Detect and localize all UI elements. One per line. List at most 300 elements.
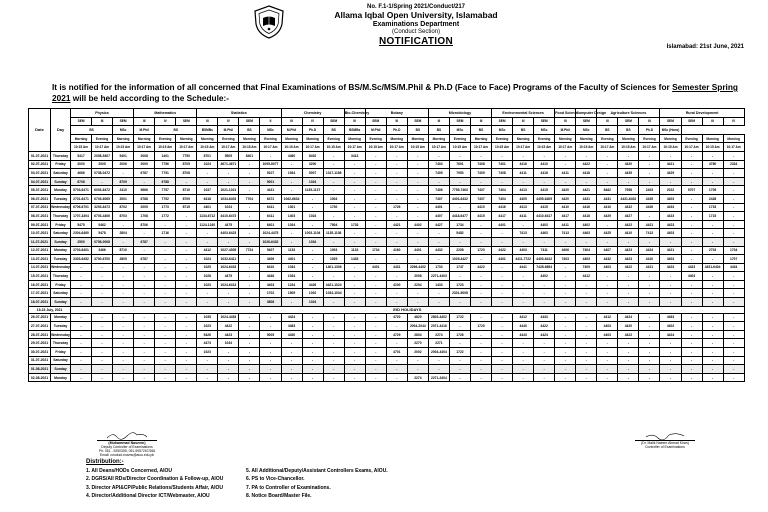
signature-scribble-right bbox=[635, 432, 695, 441]
course-code-cell: - bbox=[597, 348, 618, 357]
course-code-cell: 1034-1034 bbox=[323, 289, 344, 298]
course-code-cell: - bbox=[323, 348, 344, 357]
schedule-row bbox=[29, 289, 745, 298]
course-code-cell: - bbox=[681, 365, 702, 374]
course-code-cell: - bbox=[323, 186, 344, 195]
course-code-cell: - bbox=[386, 289, 407, 298]
course-code-cell: 4406 bbox=[260, 255, 281, 264]
time-header: 10:17 Am bbox=[597, 143, 618, 152]
row-day: Thursday bbox=[51, 212, 71, 221]
course-code-cell: - bbox=[723, 298, 744, 307]
course-code-cell: 8710 bbox=[176, 186, 197, 195]
row-date: 27-07-2021 bbox=[29, 322, 51, 331]
course-code-cell: - bbox=[639, 151, 660, 160]
course-code-cell: - bbox=[618, 373, 639, 382]
course-code-cell: - bbox=[92, 322, 113, 331]
course-code-cell: 7411 bbox=[534, 246, 555, 255]
course-code-cell: - bbox=[71, 272, 92, 281]
course-code-cell: 4441 bbox=[513, 263, 534, 272]
course-code-cell: 2008 bbox=[134, 151, 155, 160]
semester-header: III bbox=[470, 117, 491, 126]
program-header: M.Phil bbox=[134, 126, 155, 135]
course-code-cell: - bbox=[155, 255, 176, 264]
course-code-cell: 4410 bbox=[555, 203, 576, 212]
course-code-cell: 1024-6433 bbox=[218, 263, 239, 272]
course-code-cell: - bbox=[92, 280, 113, 289]
course-code-cell: 6401 bbox=[260, 220, 281, 229]
shift-header: Evening bbox=[260, 134, 281, 143]
program-header: MSc bbox=[449, 126, 470, 135]
course-code-cell: 1024 bbox=[302, 298, 323, 307]
course-code-cell: - bbox=[428, 356, 449, 365]
course-code-cell: 2009 bbox=[134, 160, 155, 169]
course-code-cell: - bbox=[113, 330, 134, 339]
course-code-cell: - bbox=[71, 322, 92, 331]
course-code-cell: - bbox=[239, 169, 260, 178]
course-code-cell: 4410-6473 bbox=[218, 212, 239, 221]
time-header: 10:17 Am bbox=[176, 143, 197, 152]
course-code-cell: - bbox=[197, 373, 218, 382]
course-code-cell: - bbox=[344, 339, 365, 348]
course-code-cell: - bbox=[449, 177, 470, 186]
course-code-cell: - bbox=[681, 356, 702, 365]
course-code-cell: - bbox=[176, 289, 197, 298]
course-code-cell: 4405-6405 bbox=[534, 194, 555, 203]
course-code-cell: 4416 bbox=[576, 203, 597, 212]
department-header: Mathematics bbox=[134, 109, 197, 118]
distribution-item: 8. Notice Board/Master File. bbox=[246, 492, 312, 499]
course-code-cell: - bbox=[576, 330, 597, 339]
course-code-cell: - bbox=[555, 237, 576, 246]
course-code-cell: 1133 bbox=[344, 246, 365, 255]
course-code-cell: 1707-4304 bbox=[71, 212, 92, 221]
course-code-cell: - bbox=[513, 220, 534, 229]
semester-header: IV bbox=[302, 117, 323, 126]
course-code-cell: 4820 bbox=[407, 313, 428, 322]
schedule-row bbox=[29, 365, 745, 374]
course-code-cell: - bbox=[660, 289, 681, 298]
course-code-cell: - bbox=[155, 322, 176, 331]
row-date: 12-07-2021 bbox=[29, 246, 51, 255]
distribution-item: 4. Director/Additional Director ICT/Webmaster, AIOU bbox=[86, 492, 210, 499]
course-code-cell: 4421 bbox=[576, 186, 597, 195]
course-code-cell: 1024 bbox=[302, 212, 323, 221]
program-header: BS bbox=[513, 126, 534, 135]
course-code-cell: - bbox=[534, 373, 555, 382]
row-date: 07-07-2021 bbox=[29, 203, 51, 212]
university-name: Allama Iqbal Open University, Islamabad bbox=[334, 9, 498, 20]
course-code-cell: - bbox=[660, 373, 681, 382]
course-code-cell: 7404 bbox=[492, 186, 513, 195]
schedule-row bbox=[29, 322, 745, 331]
course-code-cell: - bbox=[449, 237, 470, 246]
shift-header: Morning bbox=[386, 134, 407, 143]
course-code-cell: - bbox=[239, 298, 260, 307]
course-code-cell: - bbox=[618, 356, 639, 365]
course-code-cell: - bbox=[449, 203, 470, 212]
course-code-cell: - bbox=[407, 229, 428, 238]
course-code-cell: - bbox=[576, 237, 597, 246]
course-code-cell: - bbox=[597, 151, 618, 160]
course-code-cell: - bbox=[681, 246, 702, 255]
program-header: BSMBs bbox=[344, 126, 365, 135]
course-code-cell: 4671-4671 bbox=[218, 160, 239, 169]
course-code-cell: - bbox=[492, 237, 513, 246]
course-code-cell: - bbox=[113, 280, 134, 289]
row-day: Tuesday bbox=[51, 322, 71, 331]
course-code-cell: 4424 bbox=[660, 330, 681, 339]
course-code-cell: 4424 bbox=[534, 330, 555, 339]
course-code-cell: - bbox=[723, 330, 744, 339]
course-code-cell: 4422 bbox=[618, 330, 639, 339]
course-code-cell: - bbox=[71, 263, 92, 272]
course-code-cell: - bbox=[176, 313, 197, 322]
course-code-cell: 1720 bbox=[470, 322, 491, 331]
signature-scribble-left bbox=[97, 432, 157, 441]
course-code-cell: - bbox=[492, 356, 513, 365]
course-code-cell: - bbox=[449, 373, 470, 382]
course-code-cell: - bbox=[492, 373, 513, 382]
course-code-cell: - bbox=[281, 339, 302, 348]
course-code-cell: - bbox=[513, 237, 534, 246]
course-code-cell: 1301 bbox=[281, 203, 302, 212]
course-code-cell: 1722 bbox=[449, 313, 470, 322]
semester-header: IV bbox=[723, 117, 744, 126]
course-code-cell: - bbox=[302, 356, 323, 365]
course-code-cell: - bbox=[365, 169, 386, 178]
course-code-cell: - bbox=[365, 313, 386, 322]
course-code-cell: - bbox=[492, 322, 513, 331]
schedule-row bbox=[29, 280, 745, 289]
course-code-cell: - bbox=[470, 348, 491, 357]
schedule-row bbox=[29, 194, 745, 203]
course-code-cell: 6411 bbox=[260, 212, 281, 221]
course-code-cell: - bbox=[723, 194, 744, 203]
course-code-cell: - bbox=[681, 169, 702, 178]
course-code-cell: - bbox=[281, 186, 302, 195]
course-code-cell: 2500 bbox=[71, 237, 92, 246]
holiday-date: 19-23 July, 2021 bbox=[29, 306, 71, 313]
time-header: 10:17 Am bbox=[92, 143, 113, 152]
course-code-cell: - bbox=[407, 160, 428, 169]
course-code-cell: - bbox=[534, 151, 555, 160]
course-code-cell: 8710 bbox=[113, 246, 134, 255]
program-header: MSc bbox=[260, 126, 281, 135]
course-code-cell: - bbox=[365, 280, 386, 289]
shift-header: Morning bbox=[176, 134, 197, 143]
course-code-cell: - bbox=[155, 373, 176, 382]
distribution-item: 6. PS to Vice-Chancellor. bbox=[246, 476, 305, 483]
course-code-cell: - bbox=[386, 212, 407, 221]
course-code-cell: - bbox=[113, 373, 134, 382]
course-code-cell: - bbox=[702, 348, 723, 357]
course-code-cell: - bbox=[639, 356, 660, 365]
course-code-cell: - bbox=[723, 169, 744, 178]
course-code-cell: - bbox=[702, 289, 723, 298]
course-code-cell: 1708 bbox=[134, 212, 155, 221]
row-day: Sunday bbox=[51, 298, 71, 307]
course-code-cell: - bbox=[660, 151, 681, 160]
course-code-cell: - bbox=[555, 339, 576, 348]
course-code-cell: 1003-1104 bbox=[302, 229, 323, 238]
course-code-cell: - bbox=[576, 356, 597, 365]
course-code-cell: 8702 bbox=[113, 203, 134, 212]
course-code-cell: 4403 bbox=[597, 263, 618, 272]
course-code-cell: - bbox=[197, 365, 218, 374]
course-code-cell: - bbox=[597, 356, 618, 365]
course-code-cell: 4427 bbox=[428, 220, 449, 229]
course-code-cell: - bbox=[576, 322, 597, 331]
course-code-cell: - bbox=[681, 373, 702, 382]
course-code-cell: - bbox=[534, 348, 555, 357]
course-code-cell: - bbox=[239, 356, 260, 365]
course-code-cell: - bbox=[576, 298, 597, 307]
course-code-cell: 2410 bbox=[113, 186, 134, 195]
semester-header: SEM bbox=[365, 117, 386, 126]
course-code-cell: - bbox=[576, 289, 597, 298]
course-code-cell: - bbox=[492, 151, 513, 160]
shift-header: Evening bbox=[218, 134, 239, 143]
course-code-cell: 8462 bbox=[597, 186, 618, 195]
course-code-cell: - bbox=[239, 322, 260, 331]
course-code-cell: - bbox=[639, 272, 660, 281]
course-code-cell: 4403 bbox=[660, 194, 681, 203]
course-code-cell: 4413 bbox=[513, 203, 534, 212]
course-code-cell: - bbox=[113, 339, 134, 348]
course-code-cell: - bbox=[155, 263, 176, 272]
course-code-cell: - bbox=[155, 330, 176, 339]
semester-header: III bbox=[702, 117, 723, 126]
course-code-cell: 4403 bbox=[534, 220, 555, 229]
course-code-cell: - bbox=[281, 348, 302, 357]
course-code-cell: 4401 bbox=[407, 246, 428, 255]
course-code-cell: 2403 bbox=[639, 186, 660, 195]
row-date: 10-07-2021 bbox=[29, 229, 51, 238]
course-code-cell: - bbox=[155, 280, 176, 289]
course-code-cell: - bbox=[323, 339, 344, 348]
schedule-row bbox=[29, 229, 745, 238]
course-code-cell: 2005 bbox=[134, 203, 155, 212]
row-day: Sunday bbox=[51, 237, 71, 246]
course-code-cell: 7404 bbox=[576, 246, 597, 255]
course-code-cell: - bbox=[639, 322, 660, 331]
course-code-cell: - bbox=[470, 272, 491, 281]
course-code-cell: - bbox=[239, 229, 260, 238]
time-header: 10:15 Am bbox=[660, 143, 681, 152]
course-code-cell: - bbox=[239, 220, 260, 229]
course-code-cell: - bbox=[134, 272, 155, 281]
semester-header: SEM bbox=[113, 117, 134, 126]
schedule-row bbox=[29, 272, 745, 281]
course-code-cell: 1024 bbox=[197, 255, 218, 264]
course-code-cell: 7755-7463 bbox=[449, 186, 470, 195]
course-code-cell: 1772 bbox=[155, 212, 176, 221]
course-code-cell: 1317-1198 bbox=[323, 169, 344, 178]
course-code-cell: - bbox=[555, 289, 576, 298]
course-code-cell: 4720 bbox=[386, 313, 407, 322]
course-code-cell: - bbox=[555, 330, 576, 339]
course-code-cell: 1734 bbox=[723, 246, 744, 255]
course-code-cell: - bbox=[176, 177, 197, 186]
course-code-cell: - bbox=[492, 339, 513, 348]
row-date: 04-07-2021 bbox=[29, 177, 51, 186]
course-code-cell: - bbox=[197, 169, 218, 178]
course-code-cell: 8708 bbox=[71, 177, 92, 186]
course-code-cell: - bbox=[618, 339, 639, 348]
course-code-cell: 3700-6700 bbox=[92, 255, 113, 264]
course-code-cell: - bbox=[71, 348, 92, 357]
course-code-cell: 1234 bbox=[281, 280, 302, 289]
course-code-cell: - bbox=[113, 220, 134, 229]
shift-header: Evening bbox=[449, 134, 470, 143]
course-code-cell: 1024 bbox=[218, 203, 239, 212]
course-code-cell: 8701 bbox=[197, 151, 218, 160]
shift-header: Morning bbox=[618, 134, 639, 143]
course-code-cell: - bbox=[344, 212, 365, 221]
course-code-cell: 8705 bbox=[176, 160, 197, 169]
time-header: 10:17 Am bbox=[218, 143, 239, 152]
course-code-cell: 1021-1021 bbox=[218, 186, 239, 195]
course-code-cell: - bbox=[92, 272, 113, 281]
course-code-cell: 4431 bbox=[576, 194, 597, 203]
course-code-cell: 6411 bbox=[260, 203, 281, 212]
course-code-cell: - bbox=[576, 280, 597, 289]
course-code-cell: - bbox=[134, 322, 155, 331]
course-code-cell: - bbox=[155, 237, 176, 246]
course-code-cell: - bbox=[681, 313, 702, 322]
schedule-row bbox=[29, 186, 745, 195]
course-code-cell: 4729 bbox=[386, 330, 407, 339]
course-code-cell: - bbox=[365, 203, 386, 212]
course-code-cell: - bbox=[534, 177, 555, 186]
shift-header: Evening bbox=[155, 134, 176, 143]
course-code-cell: 4422 bbox=[618, 263, 639, 272]
course-code-cell: - bbox=[386, 255, 407, 264]
course-code-cell: - bbox=[218, 237, 239, 246]
course-code-cell: 2334 bbox=[723, 160, 744, 169]
row-day: Saturday bbox=[51, 289, 71, 298]
course-code-cell: - bbox=[365, 339, 386, 348]
course-code-cell: - bbox=[555, 356, 576, 365]
distribution-item: 1. All Deans/HODs Concerned, AIOU bbox=[86, 468, 173, 474]
schedule-row bbox=[29, 160, 745, 169]
course-code-cell: - bbox=[281, 365, 302, 374]
course-code-cell: - bbox=[681, 229, 702, 238]
course-code-cell: 1023 bbox=[197, 280, 218, 289]
course-code-cell: - bbox=[618, 151, 639, 160]
course-code-cell: - bbox=[281, 160, 302, 169]
course-code-cell: - bbox=[218, 365, 239, 374]
course-code-cell: - bbox=[344, 280, 365, 289]
shift-header: Evening bbox=[92, 134, 113, 143]
department-header: Botany bbox=[365, 109, 428, 118]
course-code-cell: 1702 bbox=[260, 289, 281, 298]
row-date: 09-07-2021 bbox=[29, 220, 51, 229]
course-code-cell: 4433 bbox=[534, 313, 555, 322]
reference-number: No. F.1-1/Spring 2021/Conduct/217 bbox=[366, 4, 466, 10]
course-code-cell: - bbox=[281, 298, 302, 307]
course-code-cell: - bbox=[134, 339, 155, 348]
course-code-cell: 4401 bbox=[428, 203, 449, 212]
course-code-cell: 7409 bbox=[470, 169, 491, 178]
course-code-cell: 4421 bbox=[660, 160, 681, 169]
course-code-cell: - bbox=[176, 212, 197, 221]
course-code-cell: - bbox=[218, 348, 239, 357]
course-code-cell: - bbox=[386, 160, 407, 169]
course-code-cell: - bbox=[365, 373, 386, 382]
course-code-cell: 3203-6473 bbox=[92, 203, 113, 212]
shift-header: Morning bbox=[660, 134, 681, 143]
issue-date: Islamabad: 21st June, 2021 bbox=[666, 44, 744, 50]
program-header: BS bbox=[470, 126, 491, 135]
time-header: 10:15 Am bbox=[702, 143, 723, 152]
course-code-cell: 2022 bbox=[660, 186, 681, 195]
semester-header: SEM bbox=[681, 117, 702, 126]
row-date: 02-07-2021 bbox=[29, 160, 51, 169]
course-code-cell: 4423 bbox=[660, 263, 681, 272]
course-code-cell: - bbox=[71, 356, 92, 365]
course-code-cell: 1003 bbox=[323, 246, 344, 255]
course-code-cell: - bbox=[239, 212, 260, 221]
course-code-cell: - bbox=[618, 289, 639, 298]
course-code-cell: 0708-0008 bbox=[92, 237, 113, 246]
course-code-cell: - bbox=[534, 280, 555, 289]
course-code-cell: 1401-1306 bbox=[323, 263, 344, 272]
course-code-cell: 7756 bbox=[155, 160, 176, 169]
course-code-cell: 4416 bbox=[513, 160, 534, 169]
shift-header: Morning bbox=[197, 134, 218, 143]
course-code-cell: 4424 bbox=[639, 246, 660, 255]
semester-header: IV bbox=[218, 117, 239, 126]
row-day: Friday bbox=[51, 348, 71, 357]
course-code-cell: - bbox=[92, 313, 113, 322]
course-code-cell: 4415 bbox=[534, 186, 555, 195]
row-day: Monday bbox=[51, 313, 71, 322]
course-code-cell: - bbox=[176, 229, 197, 238]
row-day: Monday bbox=[51, 186, 71, 195]
course-code-cell: 4401 bbox=[492, 255, 513, 264]
course-code-cell: 4415 bbox=[470, 212, 491, 221]
course-code-cell: - bbox=[702, 169, 723, 178]
course-code-cell: - bbox=[92, 263, 113, 272]
course-code-cell: - bbox=[407, 186, 428, 195]
course-code-cell: - bbox=[386, 272, 407, 281]
course-code-cell: 6788 bbox=[155, 177, 176, 186]
course-code-cell: - bbox=[576, 373, 597, 382]
time-header: 10:15 Am bbox=[365, 143, 386, 152]
course-code-cell: 4432 bbox=[428, 246, 449, 255]
course-code-cell: 1034 bbox=[281, 272, 302, 281]
course-code-cell: 7958 bbox=[618, 186, 639, 195]
time-header: 10:15 Am bbox=[449, 143, 470, 152]
course-code-cell: 1025 bbox=[197, 263, 218, 272]
semester-header: SEM bbox=[492, 117, 513, 126]
course-code-cell: - bbox=[365, 237, 386, 246]
program-header: Ph.D bbox=[386, 126, 407, 135]
intro-text-a: It is notified for the information of all concerned that Final Examinations of BS/M.Sc/MS/M.Phil & Ph.D (Face to Face) Programs of the Faculty of Sciences for bbox=[52, 82, 670, 92]
course-code-cell: 4410-6417 bbox=[534, 212, 555, 221]
course-code-cell: 7401 bbox=[492, 160, 513, 169]
course-code-cell: - bbox=[702, 313, 723, 322]
semester-header: SEM bbox=[618, 117, 639, 126]
course-code-cell: 2208 bbox=[449, 246, 470, 255]
course-code-cell: - bbox=[428, 229, 449, 238]
shift-header: Morning bbox=[555, 134, 576, 143]
course-code-cell: 4100 bbox=[386, 280, 407, 289]
signatory-right-title: Controller of Examinations bbox=[645, 445, 685, 450]
course-code-cell: - bbox=[681, 220, 702, 229]
shift-header: Morning bbox=[302, 134, 323, 143]
